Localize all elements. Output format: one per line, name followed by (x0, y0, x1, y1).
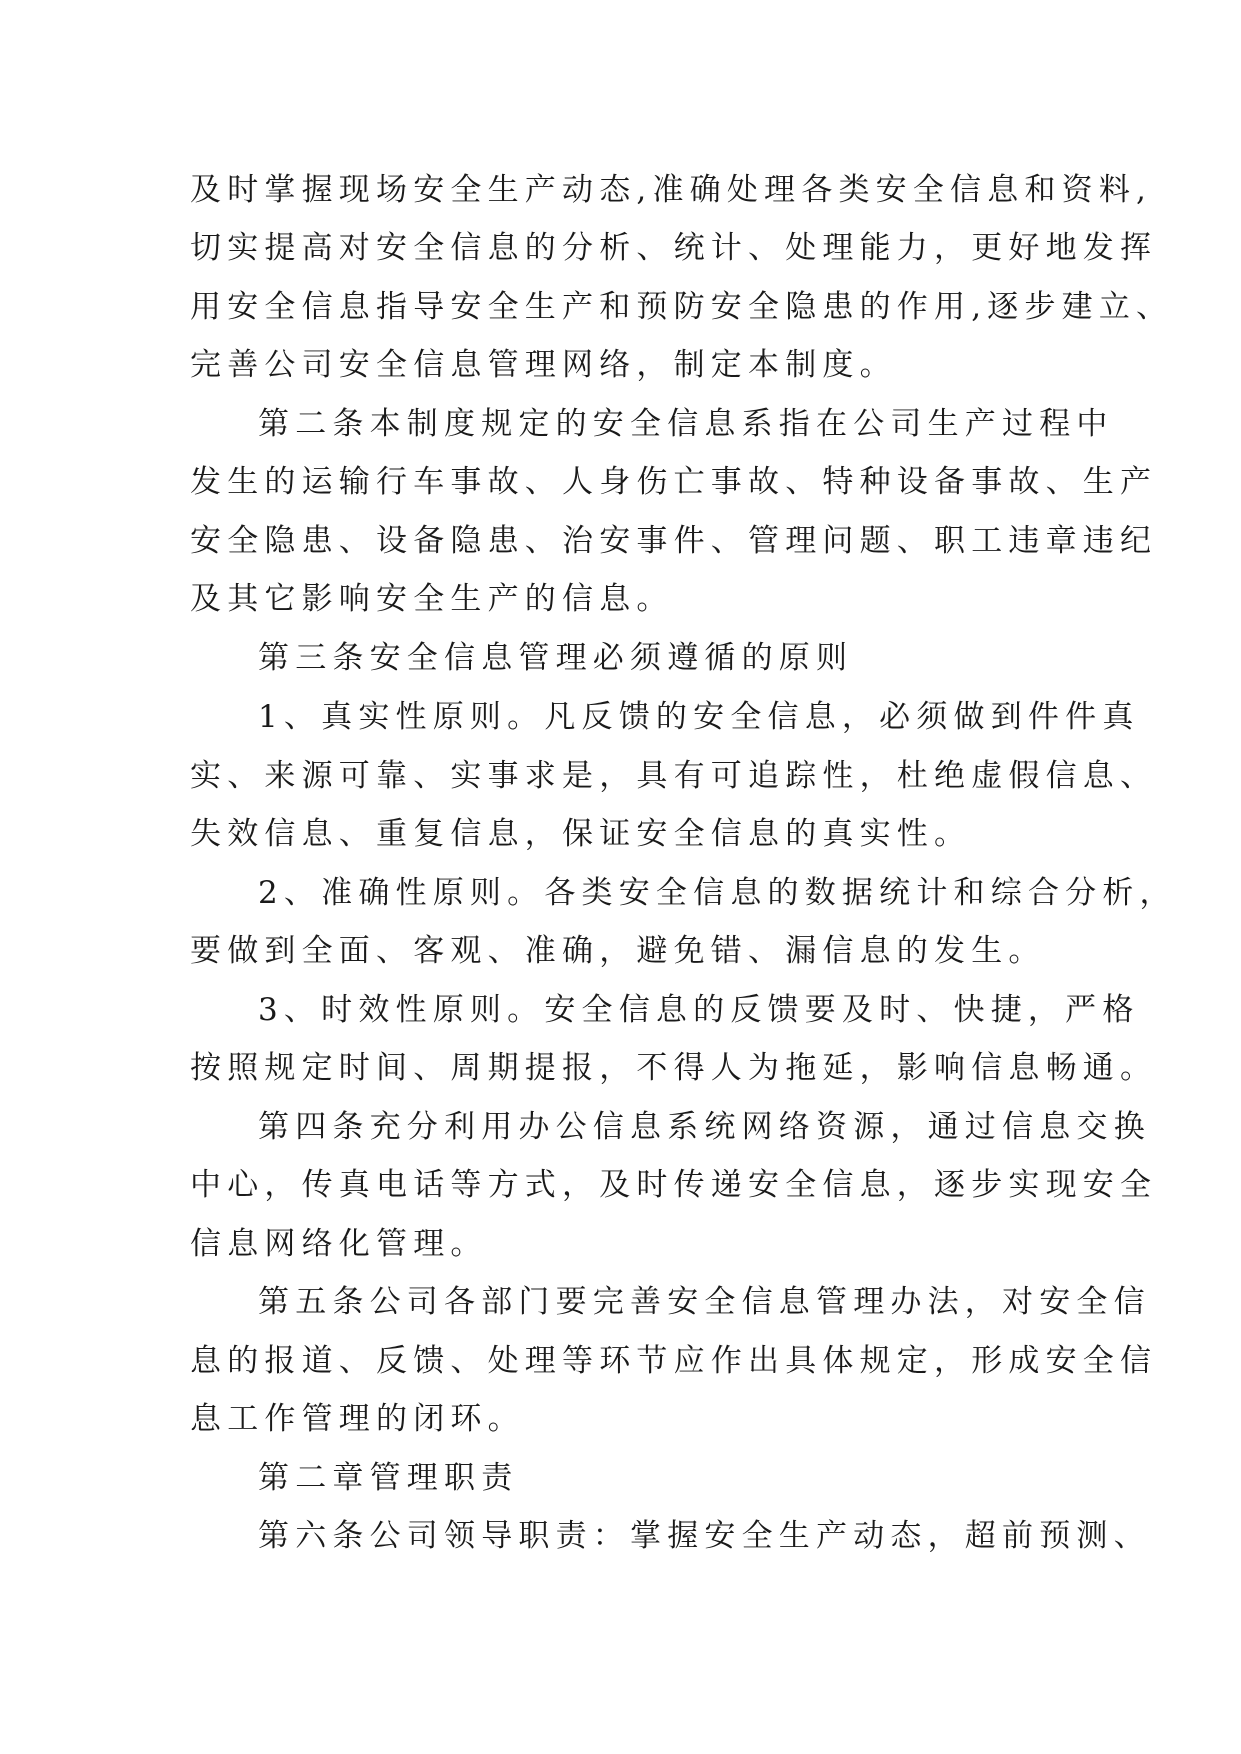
paragraph-line: 第五条公司各部门要完善安全信息管理办法，对安全信 (258, 1284, 1151, 1320)
paragraph-line: 第三条安全信息管理必须遵循的原则 (258, 640, 854, 676)
paragraph-line: 3、时效性原则。安全信息的反馈要及时、快捷，严格 (258, 992, 1140, 1028)
paragraph-line: 中心，传真电话等方式，及时传递安全信息，逐步实现安全 (190, 1167, 1158, 1203)
paragraph-line: 第二条本制度规定的安全信息系指在公司生产过程中 (258, 406, 1114, 442)
paragraph-line: 实、来源可靠、实事求是，具有可追踪性，杜绝虚假信息、 (190, 758, 1158, 794)
paragraph-line: 安全隐患、设备隐患、治安事件、管理问题、职工违章违纪 (190, 523, 1158, 559)
paragraph-line: 用安全信息指导安全生产和预防安全隐患的作用,逐步建立、 (190, 289, 1174, 325)
paragraph-line: 1、真实性原则。凡反馈的安全信息，必须做到件件真 (258, 699, 1140, 735)
paragraph-line: 及时掌握现场安全生产动态,准确处理各类安全信息和资料, (190, 172, 1153, 208)
paragraph-line: 发生的运输行车事故、人身伤亡事故、特种设备事故、生产 (190, 464, 1158, 500)
paragraph-line: 要做到全面、客观、准确，避免错、漏信息的发生。 (190, 933, 1046, 969)
paragraph-line: 完善公司安全信息管理网络，制定本制度。 (190, 347, 897, 383)
chapter-heading: 第二章管理职责 (258, 1460, 519, 1496)
paragraph-line: 2、准确性原则。各类安全信息的数据统计和综合分析， (258, 875, 1177, 911)
paragraph-line: 切实提高对安全信息的分析、统计、处理能力，更好地发挥 (190, 230, 1158, 266)
paragraph-line: 信息网络化管理。 (190, 1226, 488, 1262)
paragraph-line: 息的报道、反馈、处理等环节应作出具体规定，形成安全信 (190, 1343, 1158, 1379)
paragraph-line: 第六条公司领导职责：掌握安全生产动态，超前预测、 (258, 1518, 1151, 1554)
paragraph-line: 按照规定时间、周期提报，不得人为拖延，影响信息畅通。 (190, 1050, 1158, 1086)
paragraph-line: 息工作管理的闭环。 (190, 1401, 525, 1437)
paragraph-line: 失效信息、重复信息，保证安全信息的真实性。 (190, 816, 972, 852)
paragraph-line: 及其它影响安全生产的信息。 (190, 581, 674, 617)
paragraph-line: 第四条充分利用办公信息系统网络资源，通过信息交换 (258, 1109, 1151, 1145)
